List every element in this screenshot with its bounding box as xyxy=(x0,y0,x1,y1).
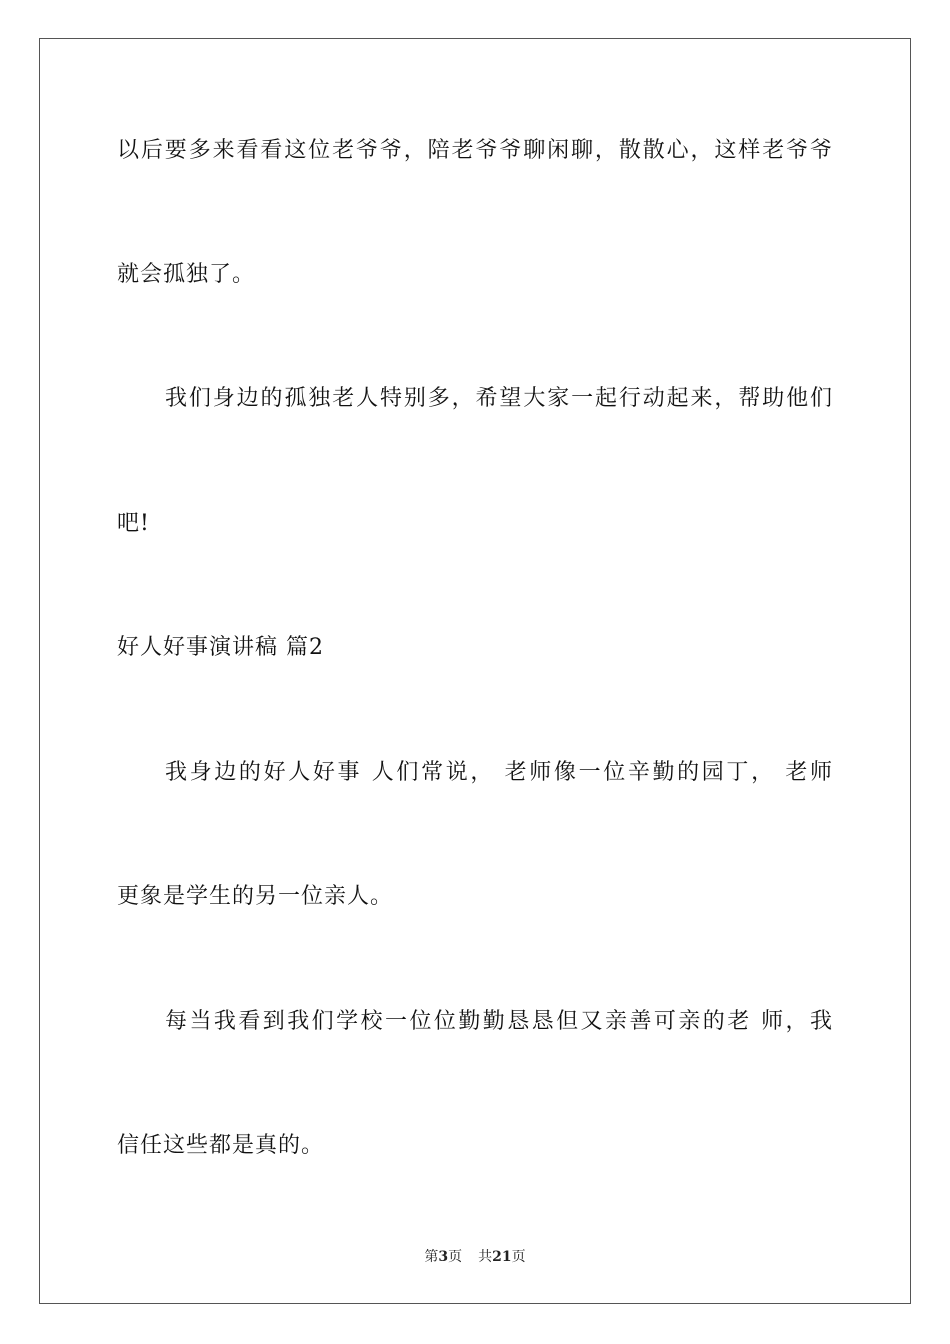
paragraph-4-line-1: 每当我看到我们学校一位位勤勤恳恳但又亲善可亲的老 师，我 xyxy=(165,1009,833,1034)
footer-page-suffix: 页 xyxy=(448,1249,463,1265)
paragraph-4-line-2: 信任这些都是真的。 xyxy=(117,1133,325,1158)
page-frame xyxy=(39,38,911,1304)
footer-total-pages: 21 xyxy=(492,1249,512,1265)
footer-total-suffix: 页 xyxy=(511,1249,526,1265)
paragraph-2-line-2: 吧! xyxy=(117,511,150,536)
footer-page-prefix: 第 xyxy=(424,1249,439,1265)
paragraph-3-line-2: 更象是学生的另一位亲人。 xyxy=(117,884,394,909)
section-heading: 好人好事演讲稿 篇2 xyxy=(117,635,324,660)
paragraph-1-line-2: 就会孤独了。 xyxy=(117,262,256,287)
paragraph-1-line-1: 以后要多来看看这位老爷爷，陪老爷爷聊闲聊，散散心，这样老爷爷 xyxy=(117,138,833,163)
footer-total-prefix: 共 xyxy=(478,1249,493,1265)
page-footer xyxy=(0,1247,950,1267)
paragraph-3-line-1: 我身边的好人好事 人们常说， 老师像一位辛勤的园丁， 老师 xyxy=(165,760,833,785)
footer-page-number: 3 xyxy=(438,1249,449,1265)
paragraph-2-line-1: 我们身边的孤独老人特别多，希望大家一起行动起来，帮助他们 xyxy=(165,386,833,411)
